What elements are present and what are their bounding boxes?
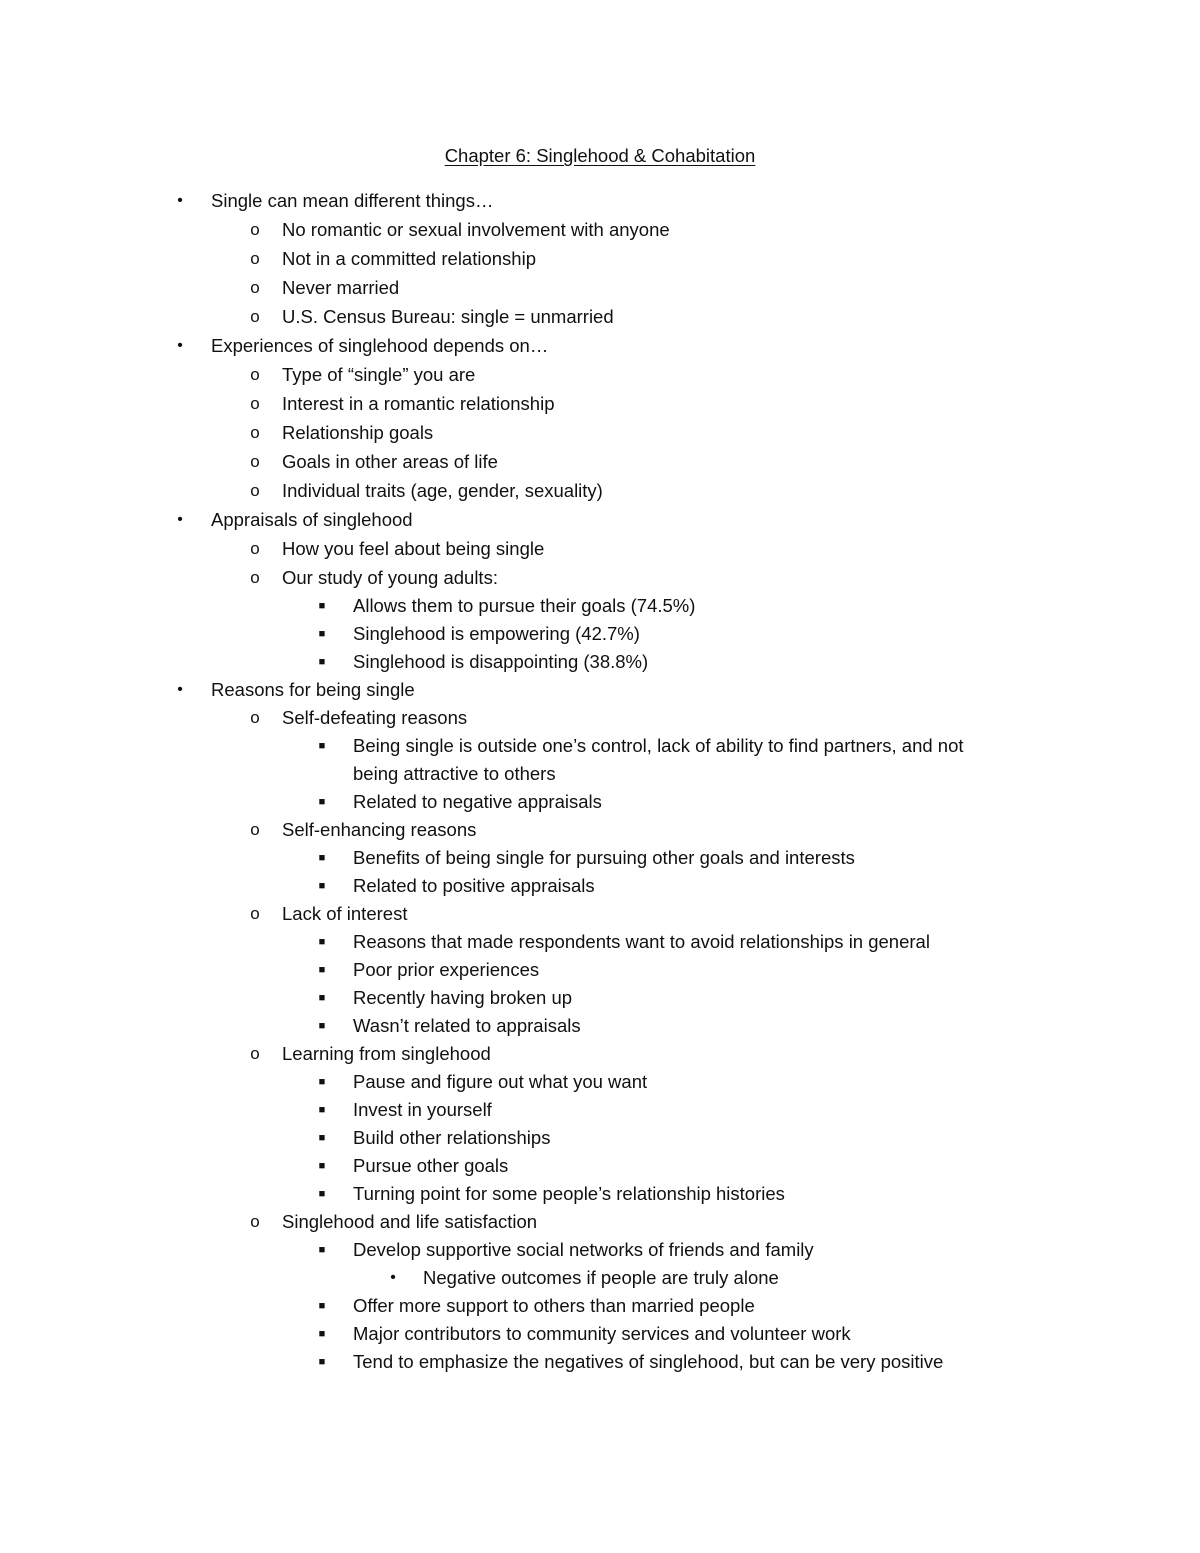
list-item: ■ Wasn’t related to appraisals [0, 1012, 1200, 1040]
bullet-icon: • [177, 337, 183, 354]
bullet-icon: • [177, 511, 183, 528]
square-bullet-icon: ■ [318, 1244, 326, 1256]
circle-bullet-icon: o [250, 307, 260, 326]
square-bullet-icon: ■ [318, 1160, 326, 1172]
square-bullet-icon: ■ [318, 1132, 326, 1144]
list-item: ■ Singlehood is disappointing (38.8%) [0, 648, 1200, 676]
list-item: ■ Being single is outside one’s control, lack of ability to find partners, and not [0, 732, 1200, 760]
square-bullet-icon: ■ [318, 992, 326, 1004]
list-item: o Goals in other areas of life [0, 447, 1200, 476]
square-bullet-icon: ■ [318, 1104, 326, 1116]
list-item: o Singlehood and life satisfaction [0, 1208, 1200, 1236]
list-item: o Self-defeating reasons [0, 704, 1200, 732]
list-item: ■ Recently having broken up [0, 984, 1200, 1012]
list-item: ■ Build other relationships [0, 1124, 1200, 1152]
square-bullet-icon: ■ [318, 628, 326, 640]
square-bullet-icon: ■ [318, 852, 326, 864]
list-item: o Relationship goals [0, 418, 1200, 447]
square-bullet-icon: ■ [318, 1300, 326, 1312]
circle-bullet-icon: o [250, 1212, 260, 1231]
circle-bullet-icon: o [250, 539, 260, 558]
list-item: ■ Develop supportive social networks of friends and family [0, 1236, 1200, 1264]
list-item: ■ Singlehood is empowering (42.7%) [0, 620, 1200, 648]
circle-bullet-icon: o [250, 423, 260, 442]
list-item: • Experiences of singlehood depends on… [0, 331, 1200, 360]
list-item: • Reasons for being single [0, 676, 1200, 704]
list-item: ■ Benefits of being single for pursuing other goals and interests [0, 844, 1200, 872]
square-bullet-icon: ■ [318, 964, 326, 976]
square-bullet-icon: ■ [318, 880, 326, 892]
list-item: o Not in a committed relationship [0, 244, 1200, 273]
list-item: • Single can mean different things… [0, 186, 1200, 215]
circle-bullet-icon: o [250, 820, 260, 839]
list-item: ■ Pause and figure out what you want [0, 1068, 1200, 1096]
list-item: ■ Allows them to pursue their goals (74.5%) [0, 592, 1200, 620]
list-item: ■ Major contributors to community services and volunteer work [0, 1320, 1200, 1348]
list-item: o Interest in a romantic relationship [0, 389, 1200, 418]
list-item: ■ Tend to emphasize the negatives of singlehood, but can be very positive [0, 1348, 1200, 1376]
circle-bullet-icon: o [250, 568, 260, 587]
list-item: • Appraisals of singlehood [0, 505, 1200, 534]
bullet-icon: • [177, 192, 183, 209]
list-item-continuation: being attractive to others [353, 763, 556, 784]
circle-bullet-icon: o [250, 365, 260, 384]
square-bullet-icon: ■ [318, 1020, 326, 1032]
list-item: o Our study of young adults: [0, 563, 1200, 592]
list-item: ■ Related to negative appraisals [0, 788, 1200, 816]
list-item: ■ Reasons that made respondents want to avoid relationships in general [0, 928, 1200, 956]
bullet-icon: • [177, 681, 183, 698]
square-bullet-icon: ■ [318, 1328, 326, 1340]
square-bullet-icon: ■ [318, 740, 326, 752]
list-item: o U.S. Census Bureau: single = unmarried [0, 302, 1200, 331]
square-bullet-icon: ■ [318, 1356, 326, 1368]
square-bullet-icon: ■ [318, 796, 326, 808]
circle-bullet-icon: o [250, 394, 260, 413]
list-item: ■ Poor prior experiences [0, 956, 1200, 984]
circle-bullet-icon: o [250, 1044, 260, 1063]
list-item: o Self-enhancing reasons [0, 816, 1200, 844]
circle-bullet-icon: o [250, 452, 260, 471]
list-item: • Negative outcomes if people are truly alone [0, 1264, 1200, 1292]
list-item: o Never married [0, 273, 1200, 302]
square-bullet-icon: ■ [318, 600, 326, 612]
bullet-icon: • [390, 1269, 396, 1286]
circle-bullet-icon: o [250, 904, 260, 923]
square-bullet-icon: ■ [318, 936, 326, 948]
list-item: ■ Turning point for some people’s relationship histories [0, 1180, 1200, 1208]
circle-bullet-icon: o [250, 708, 260, 727]
list-item: ■ Pursue other goals [0, 1152, 1200, 1180]
list-item: o Lack of interest [0, 900, 1200, 928]
list-item: ■ Related to positive appraisals [0, 872, 1200, 900]
page-title: Chapter 6: Singlehood & Cohabitation [444, 145, 756, 166]
list-item: o Individual traits (age, gender, sexuality) [0, 476, 1200, 505]
list-item: ■ Offer more support to others than married people [0, 1292, 1200, 1320]
list-item: o How you feel about being single [0, 534, 1200, 563]
circle-bullet-icon: o [250, 249, 260, 268]
square-bullet-icon: ■ [318, 1076, 326, 1088]
square-bullet-icon: ■ [318, 1188, 326, 1200]
circle-bullet-icon: o [250, 278, 260, 297]
circle-bullet-icon: o [250, 220, 260, 239]
list-item: o Learning from singlehood [0, 1040, 1200, 1068]
list-item: ■ Invest in yourself [0, 1096, 1200, 1124]
list-item: o Type of “single” you are [0, 360, 1200, 389]
list-item: o No romantic or sexual involvement with anyone [0, 215, 1200, 244]
circle-bullet-icon: o [250, 481, 260, 500]
notes-outline [0, 186, 1200, 1376]
square-bullet-icon: ■ [318, 656, 326, 668]
